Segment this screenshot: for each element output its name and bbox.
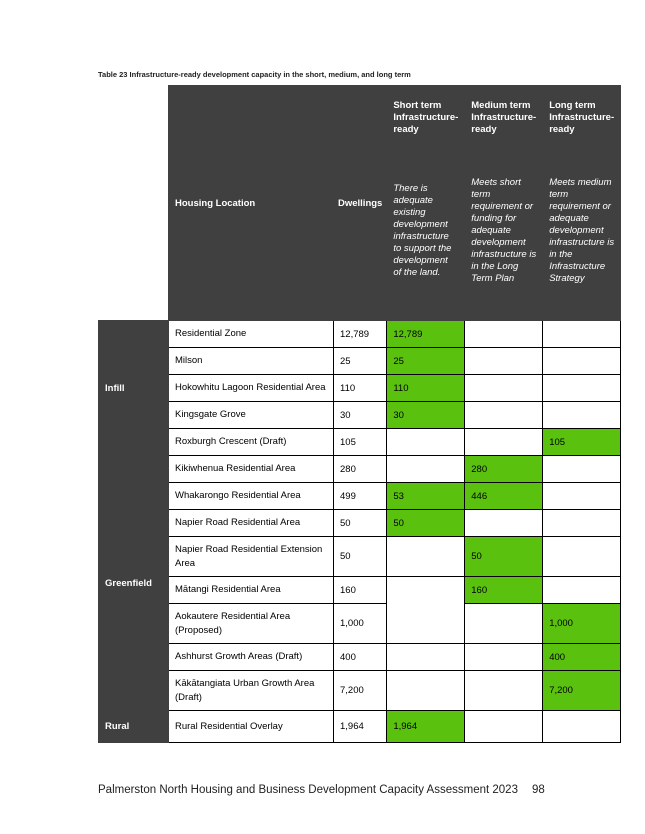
cell-long <box>543 483 621 510</box>
cell-long: 105 <box>543 429 621 456</box>
table-row <box>99 429 621 456</box>
cell-short: 110 <box>387 375 465 402</box>
cell-dwellings: 499 <box>334 483 387 510</box>
cell-long <box>543 456 621 483</box>
cell-location: Whakarongo Residential Area <box>169 483 334 510</box>
table-row <box>99 510 621 537</box>
cell-short: 50 <box>387 510 465 537</box>
cell-dwellings: 105 <box>334 429 387 456</box>
table-row <box>99 537 621 577</box>
cell-dwellings: 50 <box>334 510 387 537</box>
header-short-term: Short term Infrastructure-ready <box>387 86 465 142</box>
cell-location: Aokautere Residential Area (Proposed) <box>169 604 334 644</box>
cell-short: 30 <box>387 402 465 429</box>
cell-location: Kākātangiata Urban Growth Area (Draft) <box>169 671 334 711</box>
page-number: 98 <box>532 784 545 796</box>
cell-location: Ashhurst Growth Areas (Draft) <box>169 644 334 671</box>
header-medium-desc: Meets short term requirement or funding for adequate development infrastructure is in the Long Term Plan <box>465 142 543 321</box>
cell-medium <box>465 375 543 402</box>
table-row <box>99 711 621 743</box>
cell-medium <box>465 510 543 537</box>
table-row <box>99 348 621 375</box>
cell-long <box>543 402 621 429</box>
cell-medium <box>465 348 543 375</box>
cell-medium <box>465 321 543 348</box>
cell-short <box>387 671 465 711</box>
cell-medium <box>465 671 543 711</box>
cell-dwellings: 1,964 <box>334 711 387 743</box>
cell-medium <box>465 604 543 644</box>
cell-medium: 446 <box>465 483 543 510</box>
header-location: Housing Location <box>169 86 334 321</box>
cell-long <box>543 321 621 348</box>
header-long-term: Long term Infrastructure-ready <box>543 86 621 142</box>
cell-long <box>543 510 621 537</box>
header-short-desc: There is adequate existing development infrastructure to support the development of the land. <box>387 142 465 321</box>
table-caption: Table 23 Infrastructure-ready development capacity in the short, medium, and long term <box>98 70 411 79</box>
cell-medium <box>465 711 543 743</box>
cell-medium <box>465 644 543 671</box>
cell-dwellings: 50 <box>334 537 387 577</box>
cell-location: Kikiwhenua Residential Area <box>169 456 334 483</box>
cell-long: 1,000 <box>543 604 621 644</box>
cell-short <box>387 577 465 644</box>
cell-short <box>387 644 465 671</box>
cell-location: Mātangi Residential Area <box>169 577 334 604</box>
cell-location: Roxburgh Crescent (Draft) <box>169 429 334 456</box>
table-row <box>99 483 621 510</box>
table-row <box>99 456 621 483</box>
table-row <box>99 321 621 348</box>
cell-location: Hokowhitu Lagoon Residential Area <box>169 375 334 402</box>
cell-dwellings: 12,789 <box>334 321 387 348</box>
page-footer: Palmerston North Housing and Business Development Capacity Assessment 2023 <box>98 784 518 796</box>
cell-short: 12,789 <box>387 321 465 348</box>
table-row <box>99 375 621 402</box>
cell-dwellings: 7,200 <box>334 671 387 711</box>
cell-long: 7,200 <box>543 671 621 711</box>
cell-short: 53 <box>387 483 465 510</box>
cell-long <box>543 711 621 743</box>
table-row <box>99 604 621 644</box>
cell-medium: 160 <box>465 577 543 604</box>
cell-location: Rural Residential Overlay <box>169 711 334 743</box>
cell-medium: 50 <box>465 537 543 577</box>
cell-medium: 280 <box>465 456 543 483</box>
cell-short <box>387 537 465 577</box>
capacity-table <box>98 85 621 743</box>
cell-long <box>543 375 621 402</box>
header-dwellings: Dwellings <box>334 86 387 321</box>
table-row <box>99 671 621 711</box>
corner-cell <box>99 86 169 321</box>
cell-long <box>543 537 621 577</box>
cell-short: 25 <box>387 348 465 375</box>
cell-dwellings: 400 <box>334 644 387 671</box>
table-row <box>99 577 621 604</box>
cell-location: Milson <box>169 348 334 375</box>
cell-location: Napier Road Residential Area <box>169 510 334 537</box>
table-row <box>99 644 621 671</box>
cell-long <box>543 577 621 604</box>
cell-location: Residential Zone <box>169 321 334 348</box>
header-medium-term: Medium term Infrastructure-ready <box>465 86 543 142</box>
cell-location: Kingsgate Grove <box>169 402 334 429</box>
table-row <box>99 402 621 429</box>
cell-short <box>387 456 465 483</box>
cell-dwellings: 280 <box>334 456 387 483</box>
cell-dwellings: 25 <box>334 348 387 375</box>
cell-dwellings: 110 <box>334 375 387 402</box>
header-long-desc: Meets medium term requirement or adequate development infrastructure is in the Infrastructure Strategy <box>543 142 621 321</box>
cell-dwellings: 160 <box>334 577 387 604</box>
cell-short <box>387 429 465 456</box>
cell-long: 400 <box>543 644 621 671</box>
cell-dwellings: 1,000 <box>334 604 387 644</box>
cell-medium <box>465 429 543 456</box>
cell-dwellings: 30 <box>334 402 387 429</box>
group-infill: Infill <box>99 321 169 456</box>
group-greenfield: Greenfield <box>99 456 169 711</box>
group-rural: Rural <box>99 711 169 743</box>
cell-long <box>543 348 621 375</box>
cell-location: Napier Road Residential Extension Area <box>169 537 334 577</box>
cell-medium <box>465 402 543 429</box>
cell-short: 1,964 <box>387 711 465 743</box>
